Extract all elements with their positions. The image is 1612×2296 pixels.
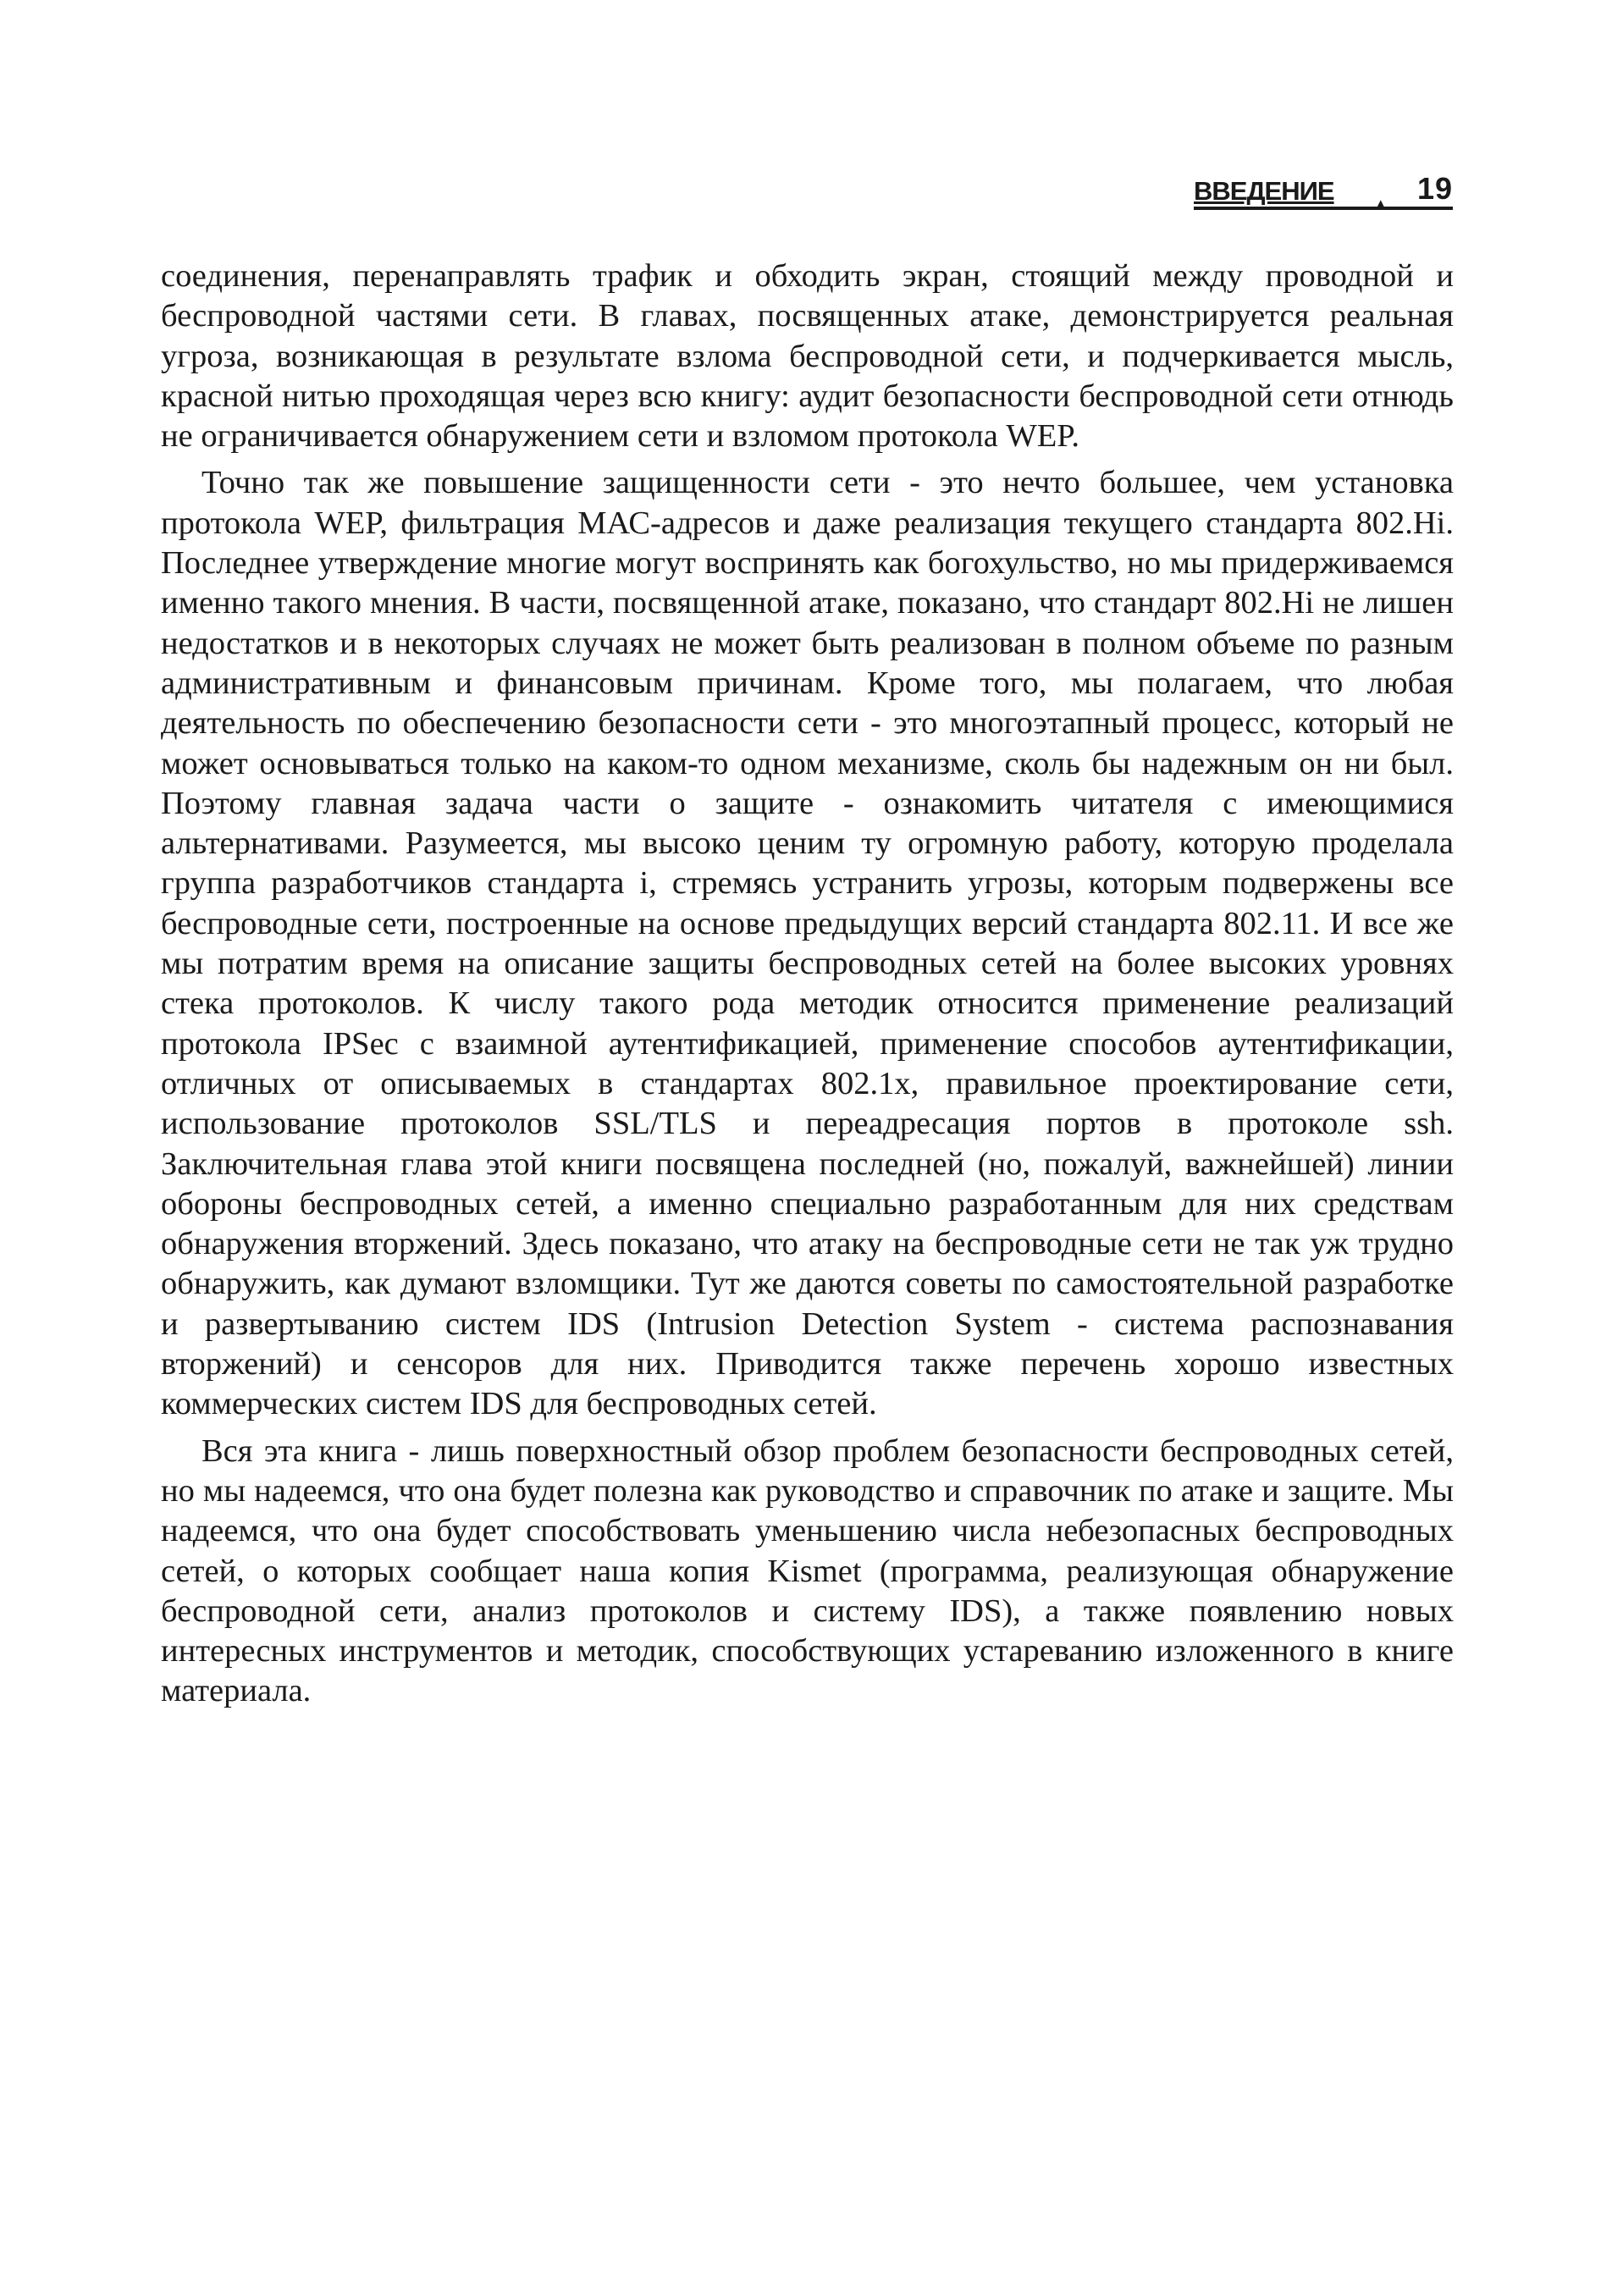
paragraph-continuation: соединения, перенаправлять трафик и обходить экран, стоящий между проводной и беспроводной частями сети. В главах, посвященных атаке, демонстрируется реальная угроза, возникающая в результате взлома беспроводной сети, и подчеркивается мысль, красной нитью проходящая через всю книгу: аудит безопасности беспроводной сети отнюдь не ограничивается обнаружением сети и взломом протокола WEP.: [161, 258, 1454, 455]
running-header: [1194, 168, 1453, 214]
section-title: ВВЕДЕНИЕ: [1194, 176, 1334, 206]
paragraph-security-approach: Точно так же повышение защищенности сети - это нечто большее, чем установка протокола WEP, фильтрация МАС-адресов и даже реализация текущего стандарта 802.Hi. Последнее утверждение многие могут воспринять как богохульство, но мы придерживаемся именно такого мнения. В части, посвященной атаке, показано, что стандарт 802.Hi не лишен недостатков и в некоторых случаях не может быть реализован в полном объеме по разным административным и финансовым причинам. Кроме того, мы полагаем, что любая деятельность по обеспечению безопасности сети - это многоэтапный процесс, который не может основываться только на каком-то одном механизме, сколь бы надежным он ни был. Поэтому главная задача части о защите - ознакомить читателя с имеющимися альтернативами. Разумеется, мы высоко ценим ту огромную работу, которую проделала группа разработчиков стандарта i, стремясь устранить угрозы, которым подвержены все беспроводные сети, построенные на основе предыдущих версий стандарта 802.11. И все же мы потратим время на описание защиты беспроводных сетей на более высоких уровнях стека протоколов. К числу такого рода методик относится применение реализаций протокола IPSec с взаимной аутентификацией, применение способов аутентификации, отличных от описываемых в стандартах 802.1x, правильное проектирование сети, использование протоколов SSL/TLS и переадресация портов в протоколе ssh. Заключительная глава этой книги посвящена последней (но, пожалуй, важнейшей) линии обороны беспроводных сетей, а именно специально разработанным для них средствам обнаружения вторжений. Здесь показано, что атаку на беспроводные сети не так уж трудно обнаружить, как думают взломщики. Тут же даются советы по самостоятельной разработке и развертыванию систем IDS (Intrusion Detection System - система распознавания вторжений) и сенсоров для них. Приводится также перечень хорошо известных коммерческих систем IDS для беспроводных сетей.: [161, 465, 1454, 1422]
paragraph-conclusion: Вся эта книга - лишь поверхностный обзор проблем безопасности беспроводных сетей, но мы надеемся, что она будет полезна как руководство и справочник по атаке и защите. Мы надеемся, что она будет способствовать уменьшению числа небезопасных беспроводных сетей, о которых сообщает наша копия Kismet (программа, реализующая обнаружение беспроводной сети, анализ протоколов и систему IDS), а также появлению новых интересных инструментов и методик, способствующих устареванию изложенного в книге материала.: [161, 1432, 1454, 1709]
body-text: [161, 257, 1454, 1712]
header-separator-icon: ▲: [1372, 196, 1389, 214]
page-number: 19: [1416, 171, 1453, 206]
